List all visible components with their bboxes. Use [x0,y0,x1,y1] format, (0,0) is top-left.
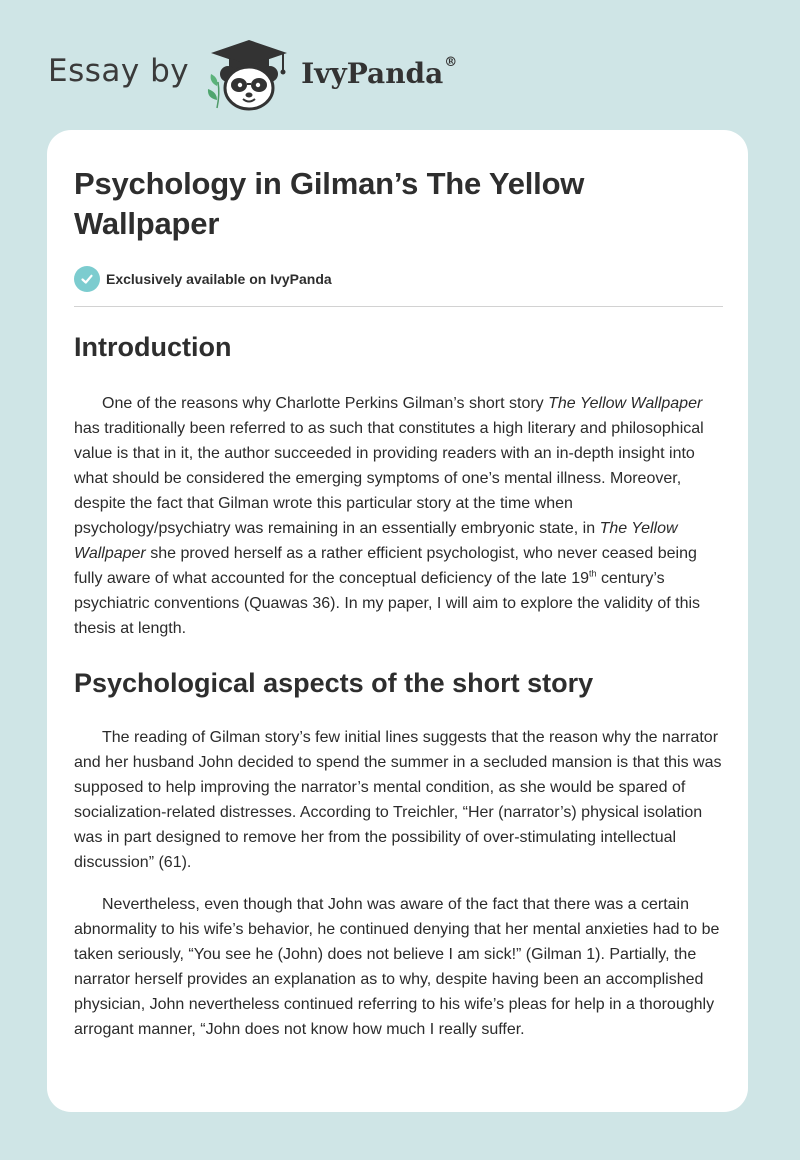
exclusive-badge-label: Exclusively available on IvyPanda [106,271,332,287]
brand-name[interactable]: IvyPanda® [301,54,458,90]
essay-content [74,164,723,1042]
divider [74,306,723,307]
ivypanda-logo-icon[interactable] [203,36,295,112]
section-heading-psychological-aspects: Psychological aspects of the short story [74,668,594,698]
section-heading-introduction: Introduction [74,332,232,362]
paragraph: One of the reasons why Charlotte Perkins Gilman’s short story The Yellow Wallpaper has traditionally been referred to as such that constitutes a high literary and philosophical value is that in it, the author succeeded in providing readers with an in-depth insight into what should be considered the emerging symptoms of one’s mental illness. Moreover, despite the fact that Gilman wrote this particular story at the time when psychology/psychiatry was remaining in an essentially embryonic state, in The Yellow Wallpaper she proved herself as a rather efficient psychologist, who never ceased being fully aware of what accounted for the conceptual deficiency of the late 19th century’s psychiatric conventions (Quawas 36). In my paper, I will aim to explore the validity of this thesis at length. [74,395,704,637]
checkmark-icon [74,266,100,292]
exclusive-badge [74,265,723,293]
site-header [48,34,457,114]
essay-title: Psychology in Gilman’s The Yellow Wallpaper [74,166,585,241]
essay-by-label: Essay by [48,53,190,89]
registered-mark: ® [444,54,458,70]
paragraph: The reading of Gilman story’s few initial lines suggests that the reason why the narrator and her husband John decided to spend the summer in a secluded mansion is that this was supposed to help improving the narrator’s mental condition, as she would be spared of socialization-related distresses. According to Treichler, “Her (narrator’s) physical isolation was in part designed to remove her from the possibility of over-stimulating intellectual discussion” (61). [74,729,722,871]
essay-card [47,130,748,1112]
paragraph: Nevertheless, even though that John was aware of the fact that there was a certain abnormality to his wife’s behavior, he continued denying that her mental anxieties had to be taken seriously, “You see he (John) does not believe I am sick!” (Gilman 1). Partially, the narrator herself provides an explanation as to why, despite having been an accomplished physician, John nevertheless continued referring to his wife’s pleas for help in a thoroughly arrogant manner, “John does not know how much I really suffer. [74,896,720,1038]
